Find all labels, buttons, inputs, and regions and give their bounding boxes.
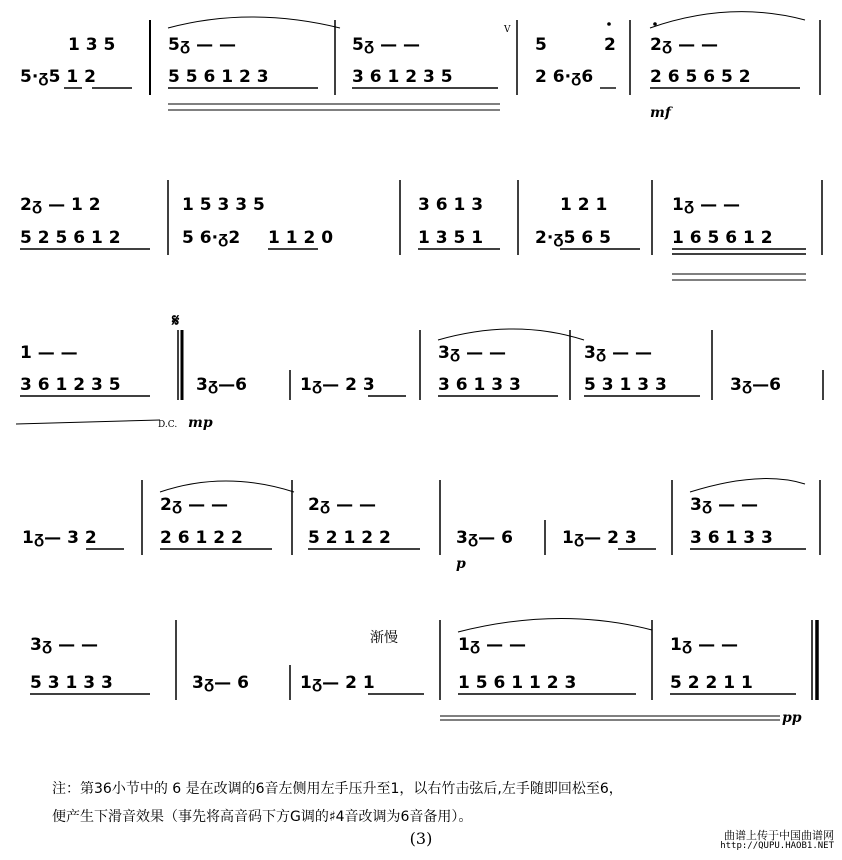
svg-text:5 2 1 2 2: 5 2 1 2 2 — [308, 528, 391, 548]
svg-text:2ᵹ — —: 2ᵹ — — — [160, 495, 228, 515]
svg-text:3 6 1 2 3 5: 3 6 1 2 3 5 — [20, 375, 121, 395]
svg-text:5 2 5 6 1 2: 5 2 5 6 1 2 — [20, 228, 121, 248]
svg-text:3ᵹ— 6: 3ᵹ— 6 — [456, 528, 513, 548]
svg-text:1 5 3 3 5: 1 5 3 3 5 — [182, 195, 265, 215]
svg-text:1 1 2 0: 1 1 2 0 — [268, 228, 334, 248]
svg-text:2 6 1 2 2: 2 6 1 2 2 — [160, 528, 243, 548]
notation-system-1 — [20, 12, 820, 121]
dc-label: D.C. — [158, 420, 178, 430]
svg-text:V: V — [504, 25, 511, 35]
segno-mark: 𝄋 — [172, 311, 180, 331]
svg-text:1 2 1: 1 2 1 — [560, 195, 608, 215]
svg-text:2ᵹ — 1 2: 2ᵹ — 1 2 — [20, 195, 101, 215]
footnote-line-2: 便产生下滑音效果（事先将高音码下方G调的♯4音改调为6音备用）。 — [52, 809, 473, 825]
svg-text:1 6 5 6 1 2: 1 6 5 6 1 2 — [672, 228, 773, 248]
svg-text:2 6 5 6 5 2: 2 6 5 6 5 2 — [650, 67, 751, 87]
svg-text:1ᵹ — —: 1ᵹ — — — [670, 635, 738, 655]
svg-text:5 6·ᵹ2: 5 6·ᵹ2 — [182, 228, 241, 248]
svg-text:3 6 1 3: 3 6 1 3 — [418, 195, 484, 215]
svg-text:1ᵹ— 3 2: 1ᵹ— 3 2 — [22, 528, 97, 548]
svg-text:5ᵹ — —: 5ᵹ — — — [168, 35, 236, 55]
svg-text:1ᵹ — —: 1ᵹ — — — [458, 635, 526, 655]
svg-text:3ᵹ — —: 3ᵹ — — — [584, 343, 652, 363]
svg-text:5 5 6 1 2 3: 5 5 6 1 2 3 — [168, 67, 269, 87]
svg-text:1ᵹ— 2 3: 1ᵹ— 2 3 — [300, 375, 375, 395]
dynamic-mp: mp — [188, 415, 213, 431]
svg-text:2: 2 — [604, 35, 616, 55]
notation-system-4 — [22, 479, 820, 572]
svg-text:2ᵹ — —: 2ᵹ — — — [650, 35, 718, 55]
notation-system-5 — [30, 618, 817, 726]
svg-text:2·ᵹ5 6 5: 2·ᵹ5 6 5 — [535, 228, 611, 248]
footnote — [52, 775, 832, 831]
tempo-mark: 渐慢 — [370, 630, 398, 646]
svg-text:5 3 1 3 3: 5 3 1 3 3 — [584, 375, 667, 395]
dynamic-mf: mf — [650, 105, 671, 121]
page-number: (3) — [409, 829, 433, 848]
notation-system-3 — [16, 311, 823, 431]
notation-system-2 — [20, 180, 822, 280]
svg-text:2ᵹ — —: 2ᵹ — — — [308, 495, 376, 515]
svg-text:3ᵹ—6: 3ᵹ—6 — [196, 375, 247, 395]
watermark-line-1: 曲谱上传于中国曲谱网 — [724, 829, 834, 842]
watermark — [720, 830, 834, 852]
svg-text:3ᵹ — —: 3ᵹ — — — [30, 635, 98, 655]
dynamic-pp: pp — [782, 710, 802, 726]
footnote-line-1: 注：第36小节中的 6 是在改调的6音左侧用左手压升至1，以右竹击弦后,左手随即回松至6， — [52, 781, 623, 797]
svg-text:3 6 1 2 3 5: 3 6 1 2 3 5 — [352, 67, 453, 87]
svg-text:1 3 5: 1 3 5 — [68, 35, 116, 55]
svg-text:5 2 2 1 1: 5 2 2 1 1 — [670, 673, 753, 693]
svg-text:3ᵹ—6: 3ᵹ—6 — [730, 375, 781, 395]
dynamic-p: p — [456, 556, 466, 572]
svg-text:3ᵹ — —: 3ᵹ — — — [438, 343, 506, 363]
svg-text:1ᵹ— 2 1: 1ᵹ— 2 1 — [300, 673, 375, 693]
svg-text:5·ᵹ5 1 2: 5·ᵹ5 1 2 — [20, 67, 96, 87]
svg-text:1 5 6 1 1 2 3: 1 5 6 1 1 2 3 — [458, 673, 577, 693]
svg-text:1 — —: 1 — — — [20, 343, 78, 363]
svg-text:1ᵹ— 2 3: 1ᵹ— 2 3 — [562, 528, 637, 548]
svg-text:3 6 1 3 3: 3 6 1 3 3 — [690, 528, 773, 548]
svg-text:3ᵹ — —: 3ᵹ — — — [690, 495, 758, 515]
svg-text:2 6·ᵹ6: 2 6·ᵹ6 — [535, 67, 594, 87]
svg-text:5ᵹ — —: 5ᵹ — — — [352, 35, 420, 55]
watermark-line-2: http://QUPU.HAOB1.NET — [720, 841, 834, 851]
svg-text:3ᵹ— 6: 3ᵹ— 6 — [192, 673, 249, 693]
svg-text:1ᵹ — —: 1ᵹ — — — [672, 195, 740, 215]
svg-text:3 6 1 3 3: 3 6 1 3 3 — [438, 375, 521, 395]
svg-text:5: 5 — [535, 35, 547, 55]
svg-text:1 3 5 1: 1 3 5 1 — [418, 228, 484, 248]
svg-text:5 3 1 3 3: 5 3 1 3 3 — [30, 673, 113, 693]
